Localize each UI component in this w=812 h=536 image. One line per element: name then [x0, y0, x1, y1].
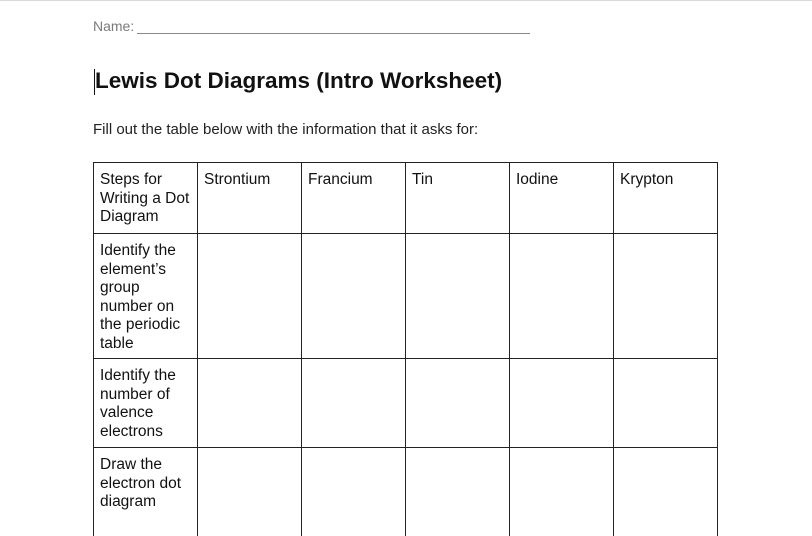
name-field — [93, 17, 530, 34]
table-row — [94, 448, 718, 536]
answer-cell[interactable] — [302, 448, 406, 536]
header-cell-strontium[interactable]: Strontium — [198, 163, 302, 234]
instructions-text[interactable]: Fill out the table below with the information that it asks for: — [93, 121, 479, 138]
step-cell-group-number[interactable]: Identify the element’s group number on the periodic table — [94, 234, 198, 359]
answer-cell[interactable] — [510, 448, 614, 536]
answer-cell[interactable] — [614, 448, 718, 536]
worksheet-table — [93, 162, 718, 536]
answer-cell[interactable] — [198, 234, 302, 359]
header-cell-iodine[interactable]: Iodine — [510, 163, 614, 234]
name-blank-line[interactable] — [137, 17, 530, 34]
answer-cell[interactable] — [406, 448, 510, 536]
name-label: Name: — [93, 18, 135, 34]
answer-cell[interactable] — [302, 359, 406, 448]
header-cell-steps[interactable]: Steps for Writing a Dot Diagram — [94, 163, 198, 234]
header-cell-krypton[interactable]: Krypton — [614, 163, 718, 234]
table-header-row — [94, 163, 718, 234]
table-row — [94, 359, 718, 448]
answer-cell[interactable] — [406, 359, 510, 448]
page-top-border — [0, 0, 812, 1]
step-cell-valence-electrons[interactable]: Identify the number of valence electrons — [94, 359, 198, 448]
header-cell-tin[interactable]: Tin — [406, 163, 510, 234]
answer-cell[interactable] — [406, 234, 510, 359]
table-row — [94, 234, 718, 359]
answer-cell[interactable] — [614, 359, 718, 448]
answer-cell[interactable] — [510, 234, 614, 359]
answer-cell[interactable] — [198, 448, 302, 536]
answer-cell[interactable] — [614, 234, 718, 359]
document-title[interactable]: Lewis Dot Diagrams (Intro Worksheet) — [95, 68, 503, 93]
answer-cell[interactable] — [302, 234, 406, 359]
step-cell-dot-diagram[interactable]: Draw the electron dot diagram — [94, 448, 198, 536]
header-cell-francium[interactable]: Francium — [302, 163, 406, 234]
answer-cell[interactable] — [198, 359, 302, 448]
answer-cell[interactable] — [510, 359, 614, 448]
